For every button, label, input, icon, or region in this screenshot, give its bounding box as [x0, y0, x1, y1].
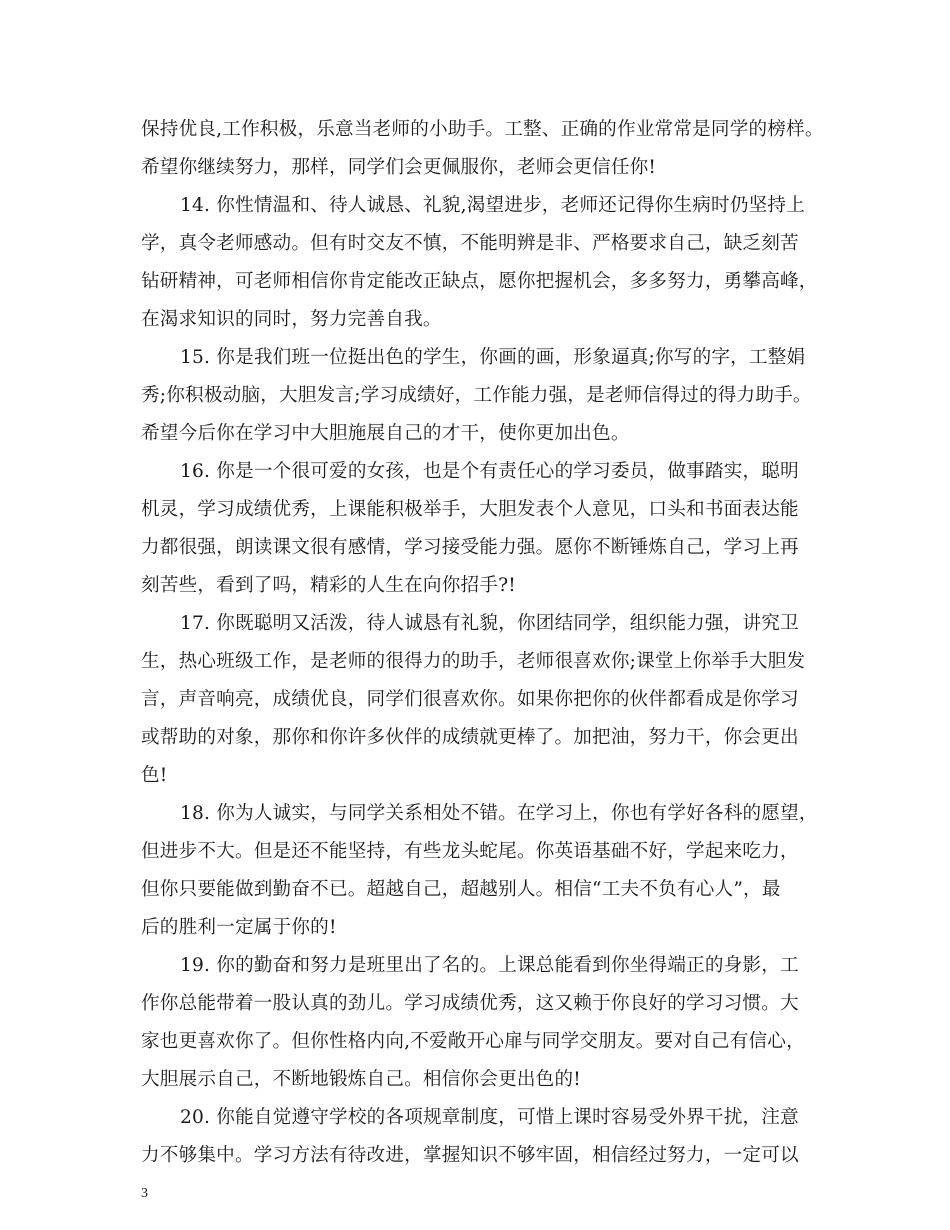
paragraph-start-19: 19. 你的勤奋和努力是班里出了名的。上课总能看到你坐得端正的身影，工: [180, 955, 799, 976]
text-line: 或帮助的对象，那你和你许多伙伴的成绩就更棒了。加把油，努力干，你会更出: [141, 727, 799, 748]
text-line: 机灵，学习成绩优秀，上课能积极举手，大胆发表个人意见，口头和书面表达能: [141, 499, 799, 520]
paragraph-start-18: 18. 你为人诚实，与同学关系相处不错。在学习上，你也有学好各科的愿望，: [180, 803, 818, 824]
text-line: 希望你继续努力，那样，同学们会更佩服你，老师会更信任你!: [141, 157, 657, 178]
text-line: 钻研精神，可老师相信你肯定能改正缺点，愿你把握机会，多多努力，勇攀高峰，: [141, 271, 818, 292]
paragraph-start-14: 14. 你性情温和、待人诚恳、礼貌,渴望进步，老师还记得你生病时仍坚持上: [180, 195, 805, 216]
text-line: 力都很强，朗读课文很有感情，学习接受能力强。愿你不断锤炼自己，学习上再: [141, 537, 799, 558]
paragraph-start-15: 15. 你是我们班一位挺出色的学生，你画的画，形象逼真;你写的字，工整娟: [180, 347, 806, 368]
text-line: 在渴求知识的同时，努力完善自我。: [141, 309, 442, 330]
paragraph-start-17: 17. 你既聪明又活泼，待人诚恳有礼貌，你团结同学，组织能力强，讲究卫: [180, 613, 799, 634]
text-line: 作你总能带着一股认真的劲儿。学习成绩优秀，这又赖于你良好的学习习惯。大: [141, 993, 799, 1014]
text-line: 刻苦些，看到了吗，精彩的人生在向你招手?!: [141, 575, 516, 596]
text-line: 后的胜利一定属于你的!: [141, 917, 337, 938]
text-line: 色!: [141, 765, 168, 786]
text-line: 希望今后你在学习中大胆施展自己的才干，使你更加出色。: [141, 423, 630, 444]
paragraph-start-20: 20. 你能自觉遵守学校的各项规章制度，可惜上课时容易受外界干扰，注意: [180, 1107, 799, 1128]
text-line: 大胆展示自己，不断地锻炼自己。相信你会更出色的!: [141, 1069, 581, 1090]
text-line: 言，声音响亮，成绩优良，同学们很喜欢你。如果你把你的伙伴都看成是你学习: [141, 689, 799, 710]
text-line: 但进步不大。但是还不能坚持，有些龙头蛇尾。你英语基础不好，学起来吃力，: [141, 841, 799, 862]
text-line: 家也更喜欢你了。但你性格内向,不爱敞开心扉与同学交朋友。要对自己有信心，: [141, 1031, 805, 1052]
text-line: 学，真令老师感动。但有时交友不慎，不能明辨是非、严格要求自己，缺乏刻苦: [141, 233, 799, 254]
text-line: 秀;你积极动脑，大胆发言;学习成绩好，工作能力强，是老师信得过的得力助手。: [141, 385, 812, 406]
text-line: 力不够集中。学习方法有待改进，掌握知识不够牢固，相信经过努力，一定可以: [141, 1145, 799, 1166]
page-number: 3: [141, 1186, 148, 1201]
text-line: 但你只要能做到勤奋不已。超越自己，超越别人。相信“工夫不负有心人”，最: [141, 879, 781, 900]
paragraph-start-16: 16. 你是一个很可爱的女孩，也是个有责任心的学习委员，做事踏实，聪明: [180, 461, 799, 482]
text-line: 生，热心班级工作，是老师的很得力的助手，老师很喜欢你;课堂上你举手大胆发: [141, 651, 806, 672]
text-line: 保持优良,工作积极，乐意当老师的小助手。工整、正确的作业常常是同学的榜样。: [141, 119, 824, 140]
